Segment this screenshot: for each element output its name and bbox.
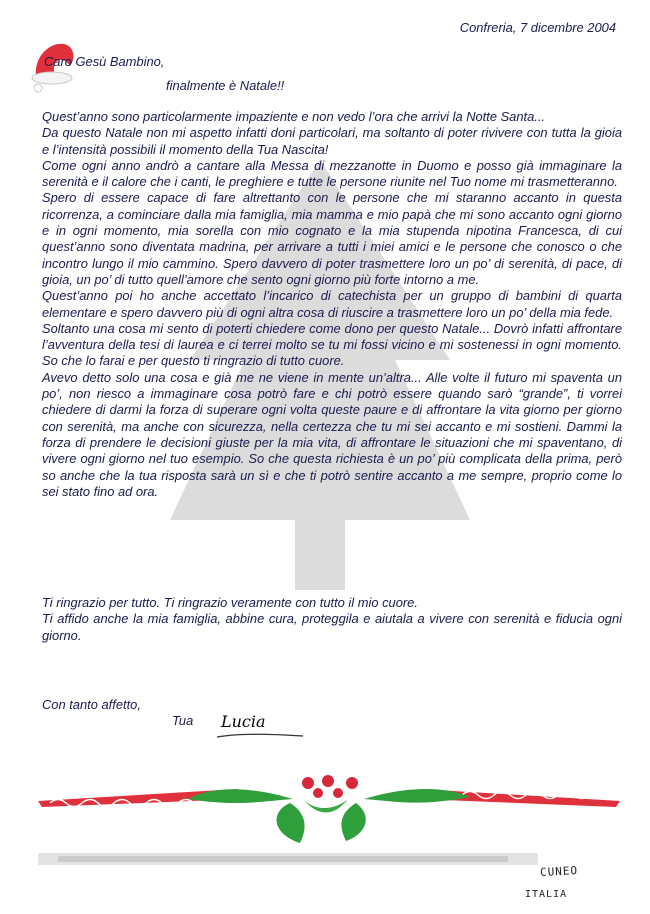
address-city: CUNEO xyxy=(539,864,579,879)
body-paragraph: Da questo Natale non mi aspetto infatti doni particolari, ma soltanto di poter rivivere con tutta la gioia e l’intensità possibili il momento della Tua Nascita! xyxy=(42,125,622,157)
letter-subtitle: finalmente è Natale!! xyxy=(166,78,285,93)
body-paragraph: Soltanto una cosa mi sento di poterti chiedere come dono per questo Natale... Dovrò infatti affrontare l’avventura della tesi di laurea e ci terrei molto se tu mi fossi vicino e mi sostenessi in ogni momento. So che lo farai e per questo ti ringrazio di tutto cuore. xyxy=(42,320,622,369)
obscured-address xyxy=(38,851,538,867)
body-paragraph: Spero di essere capace di fare altrettanto con le persone che mi staranno accanto in questa ricorrenza, a cominciare dalla mia famiglia, mia mamma e mio papà che mi sono accanto ogni giorno e in ogni momento, mia sorella con mio cognato e la mia stupenda nipotina Francesca, di cui quest’anno sono diventata madrina, per arrivare a tutti i miei amici e le persone che conosco o che incontro lungo il mio cammino. Spero davvero di poter trasmettere loro un po’ di serenità, di pace, di gioia, un po’ di tutto quell’amore che sento ogni giorno più forte intorno a me. xyxy=(42,190,622,287)
holly-leaf-icon xyxy=(277,803,305,843)
signoff-text: Con tanto affetto, xyxy=(42,697,141,712)
handwritten-signature xyxy=(215,707,305,743)
letter-salutation: Caro Gesù Bambino, xyxy=(44,54,165,69)
holly-leaf-icon xyxy=(364,789,470,803)
letter-closing xyxy=(42,595,622,644)
holly-berry-icon xyxy=(346,777,358,789)
holly-leaf-icon xyxy=(303,799,348,813)
holly-berry-icon xyxy=(302,777,314,789)
holly-berry-icon xyxy=(333,788,343,798)
holly-border-decoration xyxy=(38,765,620,845)
tua-text: Tua xyxy=(172,713,194,728)
closing-paragraph: Ti ringrazio per tutto. Ti ringrazio veramente con tutto il mio cuore. xyxy=(42,595,418,610)
address-country: ITALIA xyxy=(525,889,568,900)
letter-date: Confreria, 7 dicembre 2004 xyxy=(459,20,616,35)
holly-leaf-icon xyxy=(341,803,365,841)
body-paragraph: Avevo detto solo una cosa e già me ne viene in mente un’altra... Alle volte il futuro mi spaventa un po’, non riesco a immaginare cosa potrò fare e chi potrò essere quando sarò “grande”, ti vorrei chiedere di darmi la forza di superare ogni volta queste paure e di affrontare la vita giorno per giorno con serenità, ma anche con sicurezza, nella certezza che tu mi sei accanto e mi sostieni. Dammi la forza di prendere le decisioni giuste per la mia vita, di affrontare le situazioni che mi spaventano, di vivere ogni giorno nel tuo esempio. So che questa richiesta è un po’ più complicata della prima, però so anche che la tua risposta sarà un sì e che ti potrò sentire accanto a me sempre, proprio come lo sei stato fino ad ora. xyxy=(42,369,622,499)
closing-paragraph: Ti affido anche la mia famiglia, abbine cura, proteggila e aiutala a vivere con serenità e fiducia ogni giorno. xyxy=(42,611,622,643)
letter-body xyxy=(42,109,622,500)
signature-text: Lucia xyxy=(221,712,266,731)
holly-berry-icon xyxy=(322,775,334,787)
body-paragraph: Quest’anno poi ho anche accettato l’incarico di catechista per un gruppo di bambini di quarta elementare e spero davvero più di ogni altra cosa di riuscire a trasmettere loro un po’ della mia fede. xyxy=(42,288,622,320)
holly-berry-icon xyxy=(313,788,323,798)
body-paragraph: Quest’anno sono particolarmente impaziente e non vedo l’ora che arrivi la Notte Santa... xyxy=(42,109,546,124)
body-paragraph: Come ogni anno andrò a cantare alla Messa di mezzanotte in Duomo e posso già immaginare la serenità e il calore che i canti, le preghiere e tutte le persone riunite nel Tuo nome mi trasmetteranno. xyxy=(42,157,622,190)
